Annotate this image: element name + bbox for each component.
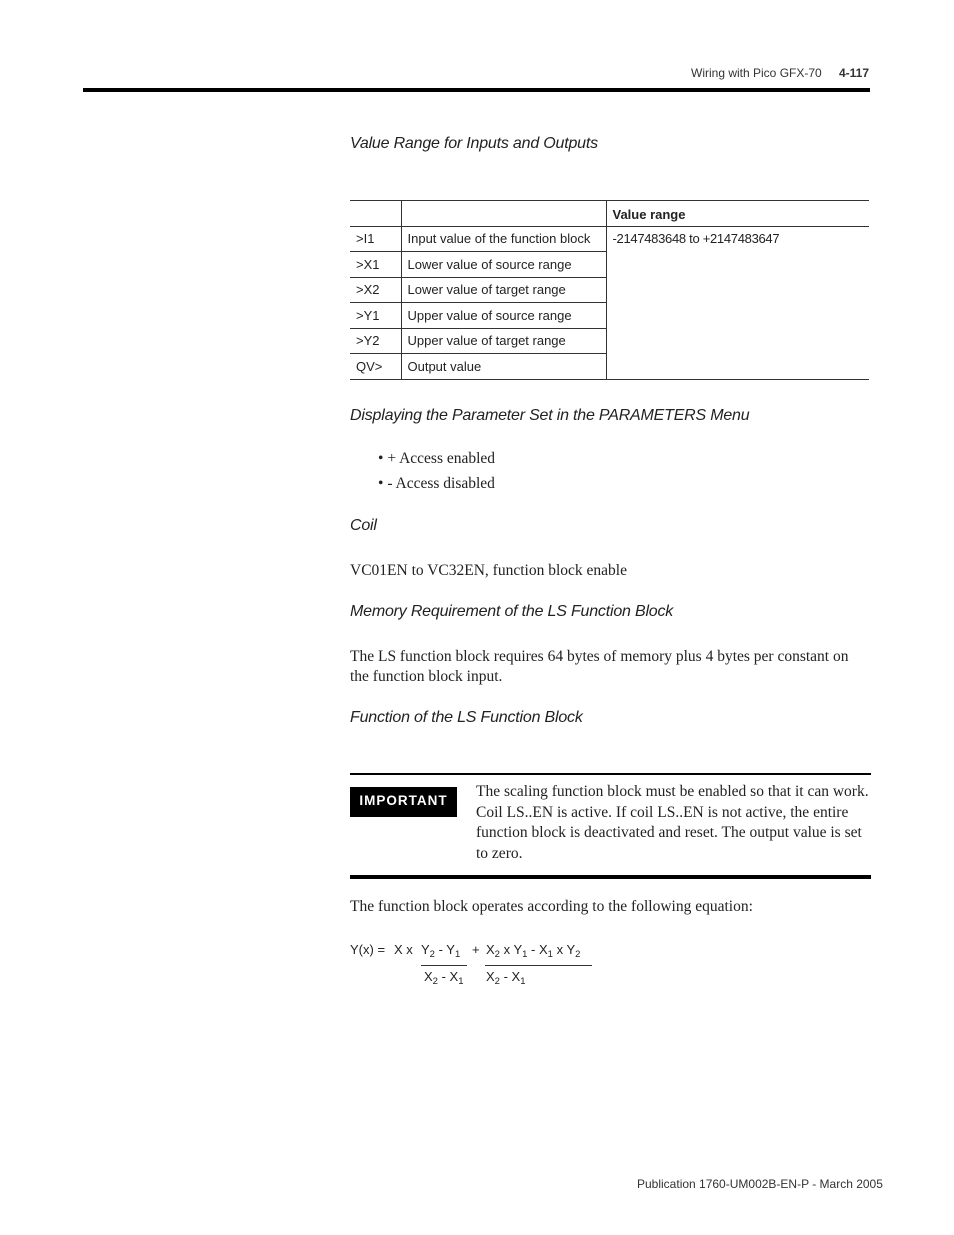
- table-cell-desc: Upper value of source range: [401, 303, 606, 329]
- memory-text: The LS function block requires 64 bytes of memory plus 4 bytes per constant on the function block input.: [350, 648, 849, 685]
- important-badge: IMPORTANT: [350, 787, 457, 817]
- equation-intro: The function block operates according to the following equation:: [350, 898, 753, 915]
- fraction1-bar: [421, 965, 467, 966]
- heading-memory: Memory Requirement of the LS Function Block: [350, 603, 674, 620]
- bullet-item: [378, 475, 495, 493]
- table-header-cell: [350, 201, 401, 227]
- table-cell-code: >Y1: [350, 303, 401, 329]
- bullet-dot-icon: •: [378, 475, 384, 492]
- equation-plus: +: [472, 942, 480, 957]
- bullet-item: [378, 450, 495, 468]
- heading-parameters: Displaying the Parameter Set in the PARAMETERS Menu: [350, 407, 750, 424]
- bullet-text: - Access disabled: [387, 475, 495, 492]
- fraction2-bar: [485, 965, 592, 966]
- heading-function: Function of the LS Function Block: [350, 709, 583, 726]
- coil-text: VC01EN to VC32EN, function block enable: [350, 562, 627, 579]
- important-text: The scaling function block must be enabled so that it can work. Coil LS..EN is active. If coil LS..EN is not active, the entire function block is deactivated and reset. The output value is set to zero.: [476, 783, 869, 862]
- table-header-row: [350, 201, 869, 227]
- table-row: [350, 226, 869, 252]
- important-top-rule: [350, 773, 871, 775]
- bullet-dot-icon: •: [378, 450, 384, 467]
- table-header-value-range: Value range: [606, 201, 869, 227]
- table-cell-range: [606, 226, 869, 379]
- fraction1-denominator: $X_2 - X_1$: [424, 969, 464, 987]
- heading-value-range: Value Range for Inputs and Outputs: [350, 135, 598, 152]
- fraction2-denominator: $X_2 - X_1$: [486, 969, 526, 987]
- header-rule: [83, 88, 870, 92]
- table-header-cell: [401, 201, 606, 227]
- fraction2-numerator: $X_2$ x $Y_1 - X_1$ x $Y_2$: [486, 942, 581, 960]
- fraction1-numerator: $Y_2 - Y_1$: [421, 942, 461, 960]
- table-cell-code: >X1: [350, 252, 401, 278]
- page-number: 4-117: [839, 66, 870, 80]
- running-header-title: Wiring with Pico GFX-70: [691, 66, 822, 80]
- table-cell-desc: Lower value of target range: [401, 277, 606, 303]
- table-cell-code: >Y2: [350, 328, 401, 354]
- table-cell-code: >I1: [350, 226, 401, 252]
- table-cell-code: >X2: [350, 277, 401, 303]
- equation-x-term: X x: [394, 942, 413, 957]
- footer-publication: Publication 1760-UM002B-EN-P - March 2005: [637, 1177, 883, 1191]
- heading-coil: Coil: [350, 517, 377, 534]
- table-cell-desc: Input value of the function block: [401, 226, 606, 252]
- range-value: -2147483648 to +2147483647: [612, 230, 780, 246]
- table-cell-desc: Upper value of target range: [401, 328, 606, 354]
- table-cell-code: QV>: [350, 354, 401, 380]
- important-bottom-rule: [350, 875, 871, 879]
- table-cell-desc: Lower value of source range: [401, 252, 606, 278]
- value-range-table: [350, 200, 869, 380]
- bullet-text: + Access enabled: [387, 450, 496, 467]
- table-cell-desc: Output value: [401, 354, 606, 380]
- equation-lhs: Y(x) =: [350, 942, 386, 957]
